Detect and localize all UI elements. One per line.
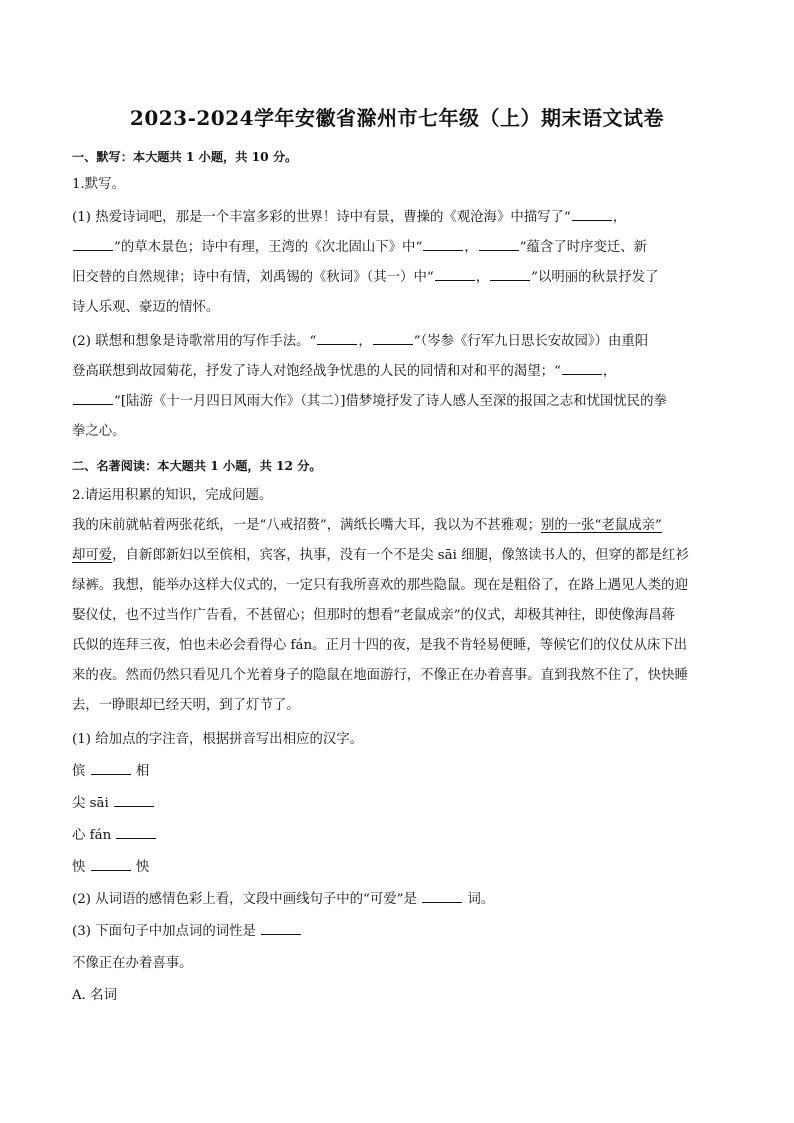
passage-line-2: 却可爱，自新郎新妇以至傧相，宾客，执事，没有一个不是尖 sāi 细腿，像煞读书人的，但穿的都是红衫 [72,548,689,563]
answer-blank[interactable] [562,362,602,375]
answer-blank[interactable] [317,332,357,345]
exam-title: 2023-2024学年安徽省滁州市七年级（上）期末语文试卷 [129,106,665,130]
answer-blank[interactable] [261,922,301,935]
underlined-sentence: 别的一张“老鼠成亲” [540,518,662,533]
passage-line-1: 我的床前就帖着两张花纸，一是“八戒招赘”，满纸长嘴大耳，我以为不甚雅观；别的一张“老鼠成亲” [72,518,662,533]
example-sentence: 不像正在办着喜事。 [72,956,193,971]
q1-1-line-2: ”的草木景色；诗中有理，王湾的《次北固山下》中“ ， ”蕴含了时序变迁、新 [72,238,732,258]
answer-blank[interactable] [73,392,113,405]
answer-blank[interactable] [373,332,413,345]
answer-blank[interactable] [116,826,156,839]
passage-line-7: 去，一睁眼却已经天明，到了灯节了。 [72,698,300,713]
q1-2-line-2: 登高联想到故园菊花，抒发了诗人对饱经战争忧患的人民的同情和对和平的渴望；“ ， [72,364,617,379]
question-1-heading: 1.默写。 [72,177,125,192]
subquestion-1: (1) 给加点的字注音，根据拼音写出相应的汉字。 [72,732,364,747]
question-2-heading: 2.请运用积累的知识，完成问题。 [72,488,273,503]
answer-blank[interactable] [435,268,475,281]
item-a: 傧 相 [72,764,150,779]
answer-blank[interactable] [114,794,154,807]
passage-line-3: 绿裤。我想，能举办这样大仪式的，一定只有我所喜欢的那些隐鼠。现在是粗俗了，在路上遇见人类的迎 [72,578,688,593]
underlined-sentence-end: 却可爱 [72,548,113,563]
q1-1-line-3: 旧交替的自然规律；诗中有情，刘禹锡的《秋词》（其一）中“ ， ”以明丽的秋景抒发了 [72,270,659,285]
answer-blank[interactable] [422,890,462,903]
item-d: 怏 怏 [72,860,150,875]
item-c: 心 fán [72,826,732,846]
answer-blank[interactable] [479,238,519,251]
q1-2-line-3: ”[陆游《十一月四日风雨大作》（其二）]借梦境抒发了诗人感人至深的报国之志和忧国忧民的拳 [72,392,732,412]
answer-blank[interactable] [423,238,463,251]
section-1-heading: 一、默写：本大题共 1 小题，共 10 分。 [72,150,298,164]
q1-2-line-4: 拳之心。 [72,424,126,439]
q1-1-line-1: (1) 热爱诗词吧，那是一个丰富多彩的世界！诗中有景，曹操的《观沧海》中描写了“ ， [72,210,627,225]
answer-blank[interactable] [572,208,612,221]
passage-line-5: 氏似的连拜三夜，怕也未必会看得心 fán。正月十四的夜，是我不肯轻易便睡，等候它们的仪仗从床下出 [72,638,688,653]
passage-line-4: 娶仪仗，也不过当作广告看，不甚留心；但那时的想看“老鼠成亲”的仪式，却极其神往，即使像海昌蒋 [72,608,675,623]
q1-2-line-1: (2) 联想和想象是诗歌常用的写作手法。“ ， ”（岑参《行军九日思长安故园》）由重阳 [72,334,649,349]
answer-blank[interactable] [490,268,530,281]
section-2-heading: 二、名著阅读：本大题共 1 小题，共 12 分。 [72,459,322,473]
answer-blank[interactable] [73,238,113,251]
option-a[interactable]: A. 名词 [72,988,117,1003]
subquestion-3: (3) 下面句子中加点词的词性是 [72,922,732,942]
q1-1-line-4: 诗人乐观、豪迈的情怀。 [72,300,220,315]
subquestion-2: (2) 从词语的感情色彩上看，文段中画线句子中的“可爱”是 词。 [72,892,495,907]
item-b: 尖 sāi [72,794,732,814]
passage-line-6: 来的夜。然而仍然只看见几个光着身子的隐鼠在地面游行，不像正在办着喜事。直到我熬不住了，快快睡 [72,668,688,683]
answer-blank[interactable] [91,858,131,871]
answer-blank[interactable] [91,762,131,775]
